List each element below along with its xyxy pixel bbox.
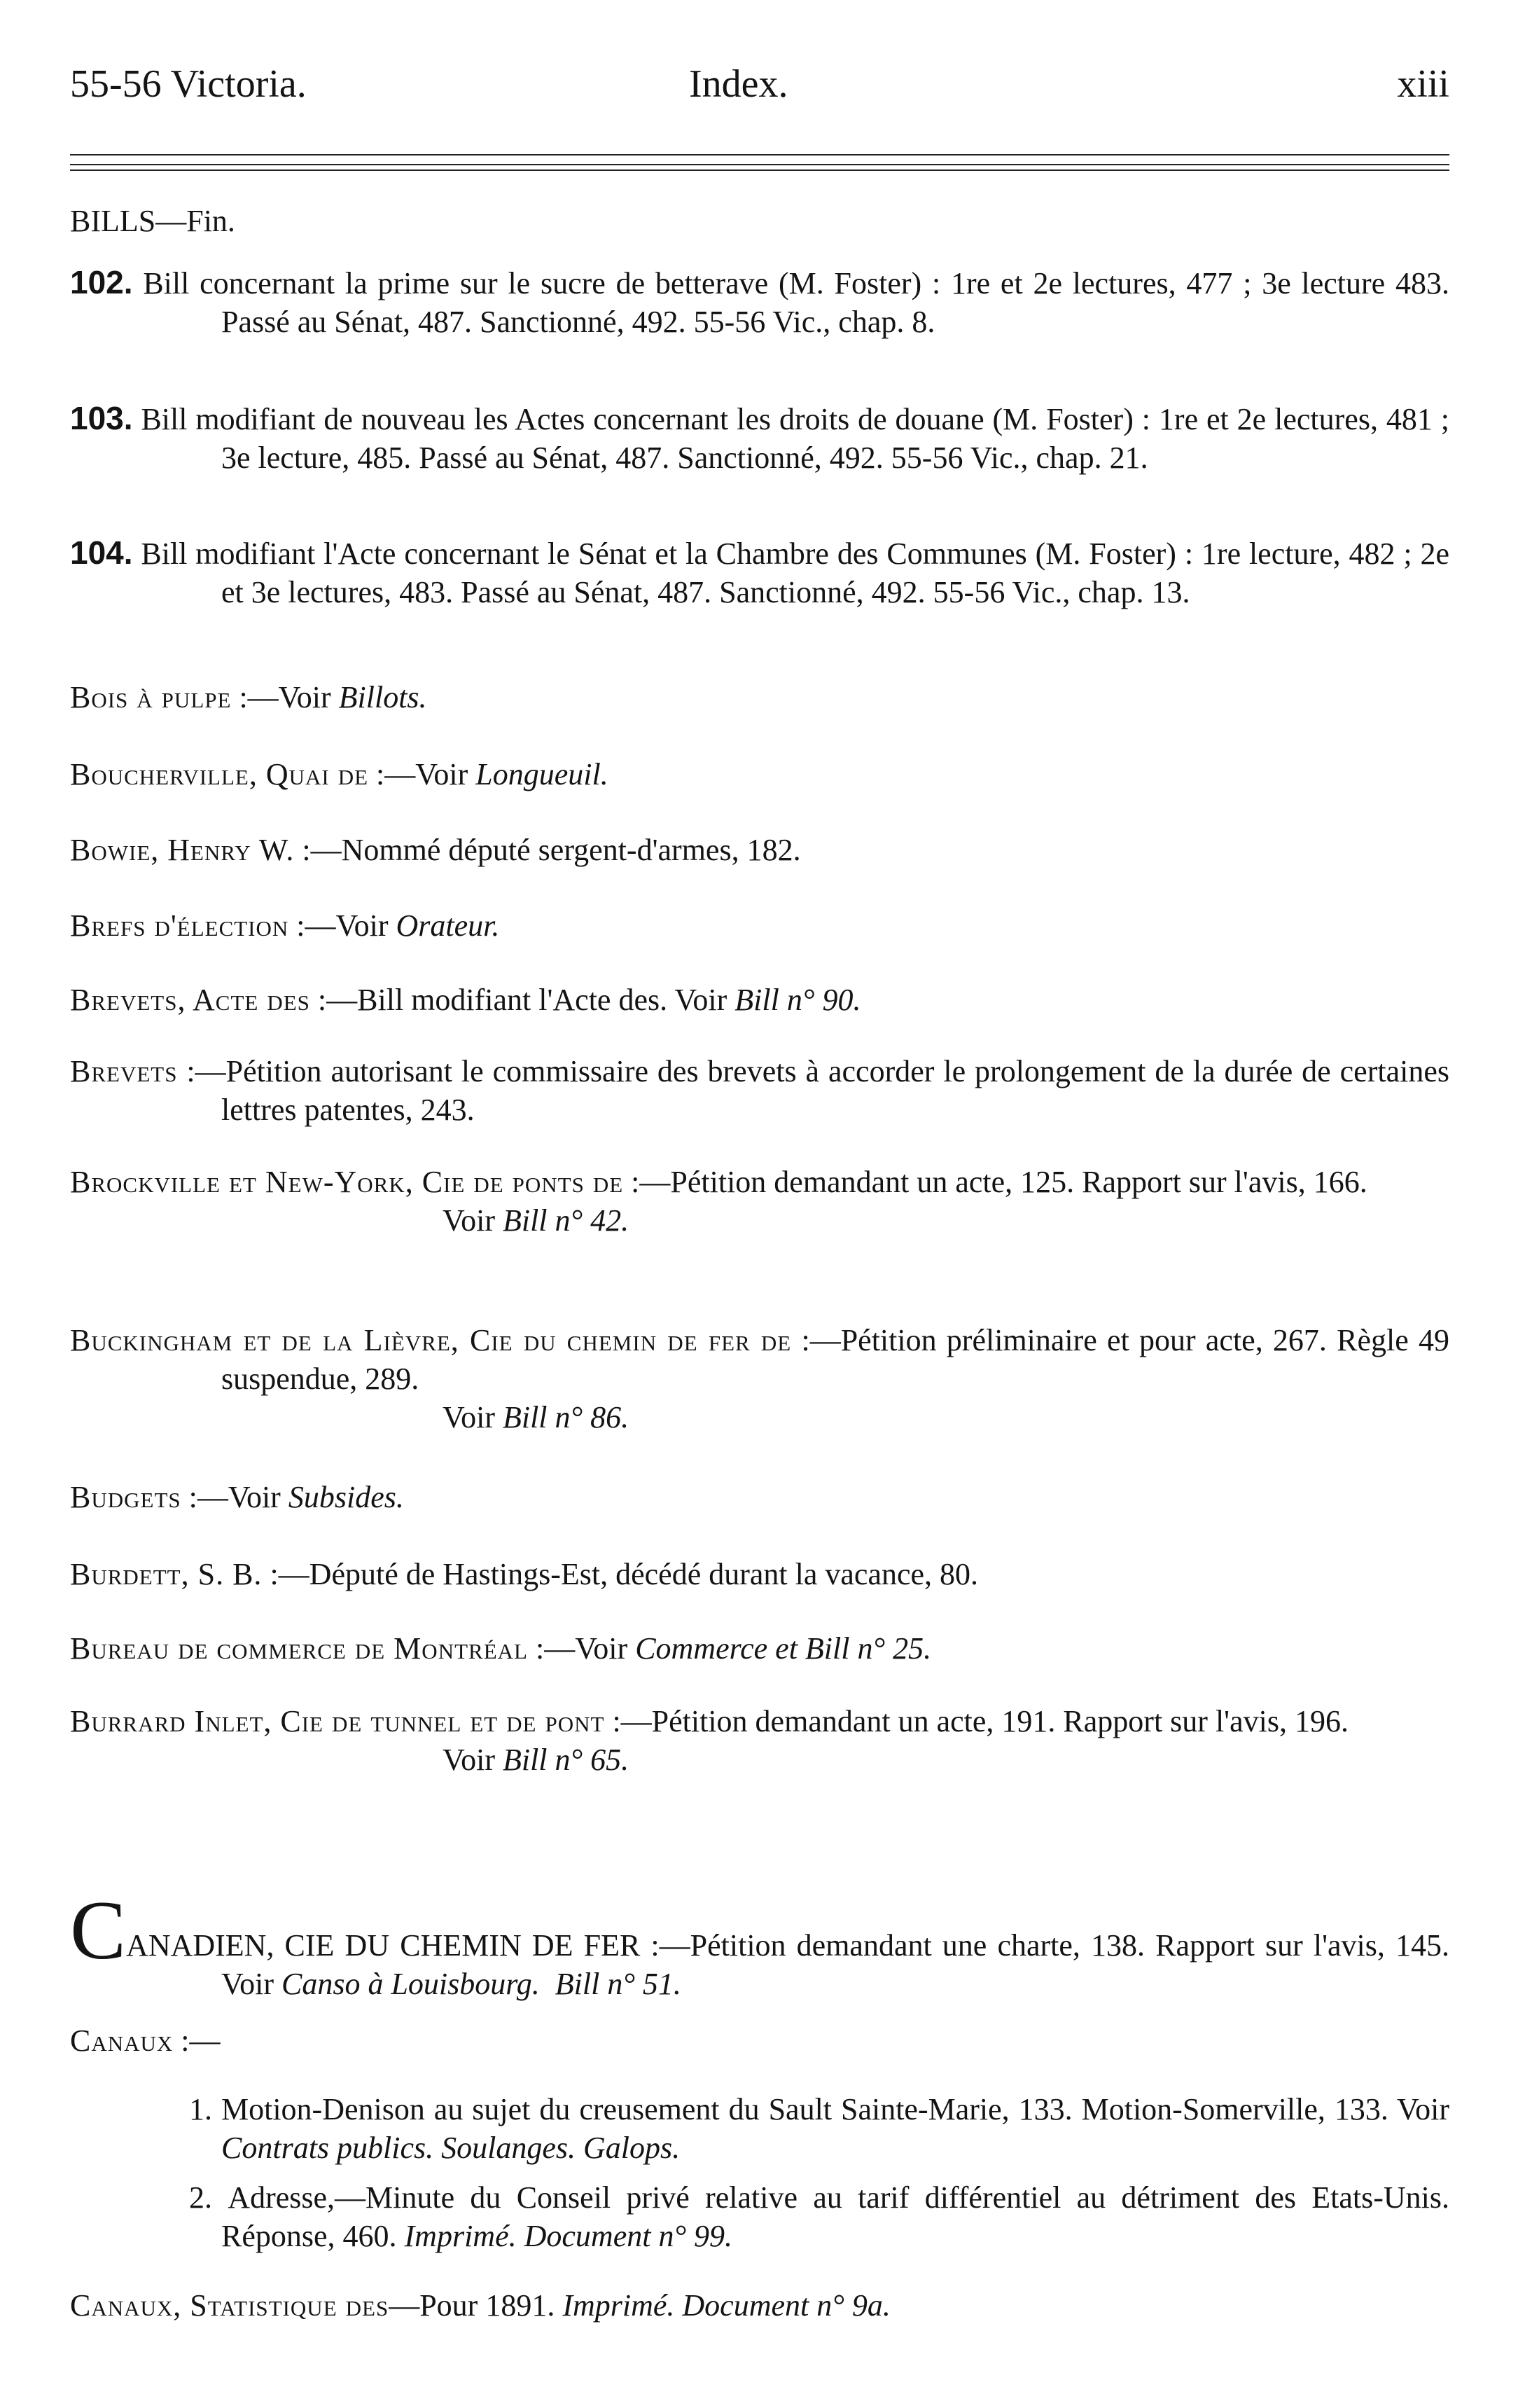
see-also: Voir Bill n° 65. — [443, 1743, 629, 1777]
section-heading: BILLS—Fin. — [70, 204, 235, 238]
cross-reference: Bill n° 90. — [734, 983, 861, 1017]
index-entry-canaux-statistique: Canaux, Statistique des—Pour 1891. Imprimé. Document n° 9a. — [70, 2288, 891, 2323]
entry-heading: Boucherville, Quai de — [70, 757, 369, 791]
header-rule — [70, 164, 1449, 165]
index-entry-burrard: Burrard Inlet, Cie de tunnel et de pont :—Pétition demandant un acte, 191. Rapport sur l'avis, 196. Voir Bill n° 65. — [70, 1702, 1449, 1779]
entry-heading: Buckingham et de la Lièvre, Cie du chemin de fer de — [70, 1323, 792, 1357]
entry-heading: Bowie, Henry W. — [70, 833, 295, 867]
cross-reference: Imprimé. Document n° 99. — [404, 2219, 733, 2253]
entry-heading: ANADIEN, CIE DU CHEMIN DE FER — [126, 1928, 641, 1963]
bill-entry-104 — [70, 534, 1449, 611]
item-number: 1. — [189, 2092, 212, 2126]
index-entry-burdett: Burdett, S. B. :—Député de Hastings-Est, décédé durant la vacance, 80. — [70, 1557, 979, 1591]
entry-heading: Budgets — [70, 1480, 181, 1514]
bill-text: Bill modifiant de nouveau les Actes concernant les droits de douane (M. Foster) : 1re et 2e lectures, 481 ; 3e lecture, 485. Passé au Sénat, 487. Sanctionné, 492. 55-56 Vic., chap. 21. — [141, 402, 1449, 475]
index-entry-canadien: CANADIEN, CIE DU CHEMIN DE FER :—Pétition demandant une charte, 138. Rapport sur l'avis, 145. Voir Canso à Louisbourg. Bill n° 51. — [70, 1883, 1450, 2001]
entry-heading: Burdett, S. B. — [70, 1557, 263, 1591]
cross-reference: Imprimé. Document n° 9a. — [562, 2288, 891, 2323]
entry-heading: Brevets — [70, 1054, 178, 1088]
bill-number: 104. — [70, 534, 133, 571]
cross-reference: Longueuil. — [475, 757, 608, 791]
index-entry-bureau: Bureau de commerce de Montréal :—Voir Commerce et Bill n° 25. — [70, 1631, 932, 1666]
page-header — [70, 62, 1449, 125]
cross-reference: Subsides. — [288, 1480, 404, 1514]
bill-number: 103. — [70, 400, 133, 436]
header-rule — [70, 169, 1449, 171]
see-also: Voir Bill n° 42. — [443, 1203, 629, 1238]
index-entry-bois: Bois à pulpe :—Voir Billots. — [70, 680, 427, 714]
entry-heading: Bois à pulpe — [70, 680, 232, 714]
see-also: Voir Bill n° 86. — [443, 1400, 629, 1434]
header-title: Index. — [689, 62, 788, 106]
entry-heading: Canaux — [70, 2023, 174, 2058]
bill-text: Bill modifiant l'Acte concernant le Sénat et la Chambre des Communes (M. Foster) : 1re lecture, 482 ; 2e et 3e lectures, 483. Passé au Sénat, 487. Sanctionné, 492. 55-56 Vic., chap. 13. — [141, 537, 1450, 609]
bill-number: 102. — [70, 264, 133, 300]
index-entry-budgets: Budgets :—Voir Subsides. — [70, 1480, 404, 1514]
index-entry-canaux: Canaux :— — [70, 2023, 221, 2058]
index-entry-brevets-acte: Brevets, Acte des :—Bill modifiant l'Acte des. Voir Bill n° 90. — [70, 983, 861, 1017]
index-entry-brevets: Brevets :—Pétition autorisant le commissaire des brevets à accorder le prolongement de la durée de certaines lettres patentes, 243. — [70, 1054, 1449, 1127]
cross-reference: Bill n° 86. — [502, 1400, 629, 1434]
index-entry-bowie: Bowie, Henry W. :—Nommé député sergent-d'armes, 182. — [70, 833, 801, 867]
cross-reference: Contrats publics. Soulanges. Galops. — [221, 2131, 681, 2165]
bill-text: Bill concernant la prime sur le sucre de betterave (M. Foster) : 1re et 2e lectures, 477 ; 3e lecture 483. Passé au Sénat, 487. Sanctionné, 492. 55-56 Vic., chap. 8. — [143, 266, 1450, 339]
cross-reference: Billots. — [338, 680, 427, 714]
cross-reference: Canso à Louisbourg. — [281, 1967, 540, 2001]
bill-entry-102 — [70, 263, 1449, 341]
cross-reference: Bill n° 42. — [502, 1203, 629, 1238]
bill-entry-103 — [70, 399, 1449, 477]
header-page-number: xiii — [1397, 62, 1449, 106]
entry-heading: Burrard Inlet, Cie de tunnel et de pont — [70, 1704, 605, 1738]
entry-heading: Bureau de commerce de Montréal — [70, 1631, 528, 1666]
canaux-item-1: 1. Motion-Denison au sujet du creusement du Sault Sainte-Marie, 133. Motion-Somerville, 133. Voir Contrats publics. Soulanges. Galops. — [189, 2092, 1450, 2165]
header-rule — [70, 154, 1449, 155]
canaux-item-2: 2. Adresse,—Minute du Conseil privé relative au tarif différentiel au détriment des Etats-Unis. Réponse, 460. Imprimé. Document n° 99. — [189, 2180, 1450, 2253]
drop-capital: C — [70, 1883, 127, 1977]
cross-reference: Bill n° 51. — [555, 1967, 681, 2001]
entry-heading: Brockville et New-York, Cie de ponts de — [70, 1165, 624, 1199]
entry-heading: Canaux, Statistique des — [70, 2288, 389, 2323]
cross-reference: Commerce et Bill n° 25. — [635, 1631, 932, 1666]
entry-heading: Brevets, Acte des — [70, 983, 310, 1017]
index-entry-brockville: Brockville et New-York, Cie de ponts de :—Pétition demandant un acte, 125. Rapport sur l'avis, 166. Voir Bill n° 42. — [70, 1163, 1449, 1240]
cross-reference: Orateur. — [396, 908, 500, 943]
item-number: 2. — [189, 2180, 212, 2215]
cross-reference: Bill n° 65. — [502, 1743, 629, 1777]
index-entry-buckingham: Buckingham et de la Lièvre, Cie du chemin de fer de :—Pétition préliminaire et pour acte, 267. Règle 49 suspendue, 289. Voir Bill n° 86. — [70, 1321, 1449, 1437]
entry-heading: Brefs d'élection — [70, 908, 289, 943]
index-entry-brefs: Brefs d'élection :—Voir Orateur. — [70, 908, 500, 943]
index-entry-boucherville: Boucherville, Quai de :—Voir Longueuil. — [70, 757, 608, 791]
header-volume: 55-56 Victoria. — [70, 62, 307, 106]
